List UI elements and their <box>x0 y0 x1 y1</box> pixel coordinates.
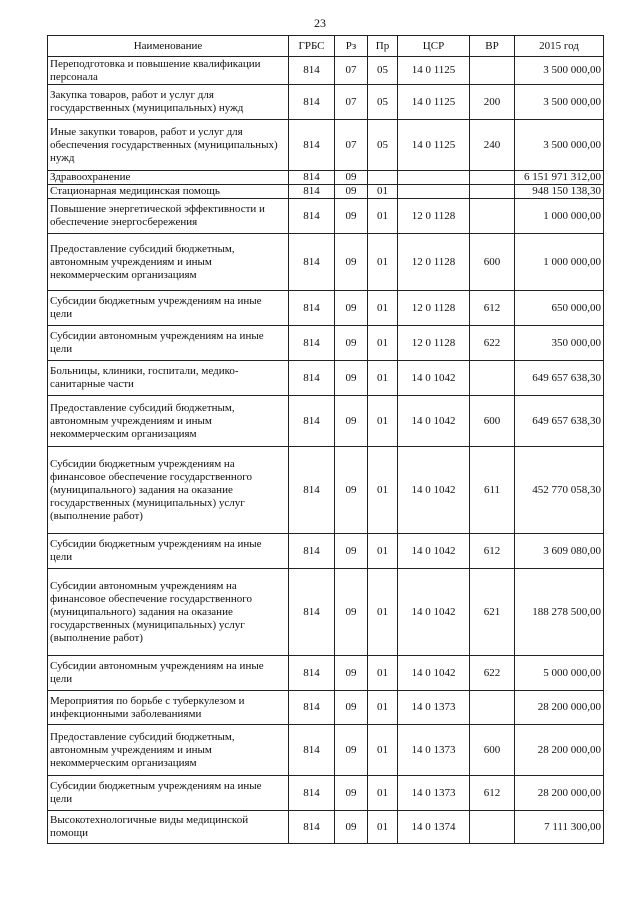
cell-amount: 1 000 000,00 <box>515 234 604 291</box>
cell-vr: 621 <box>470 569 515 656</box>
cell-amount: 28 200 000,00 <box>515 691 604 725</box>
cell-grbs: 814 <box>289 57 335 85</box>
cell-rz: 09 <box>335 361 368 396</box>
cell-amount: 6 151 971 312,00 <box>515 171 604 185</box>
header-name: Наименование <box>48 36 289 57</box>
cell-csr: 12 0 1128 <box>398 291 470 326</box>
cell-csr: 14 0 1125 <box>398 120 470 171</box>
cell-rz: 07 <box>335 85 368 120</box>
cell-vr: 612 <box>470 291 515 326</box>
cell-rz: 09 <box>335 534 368 569</box>
cell-vr: 200 <box>470 85 515 120</box>
cell-rz: 09 <box>335 291 368 326</box>
cell-pr: 05 <box>368 120 398 171</box>
cell-name: Высокотехнологичные виды медицинской помощи <box>48 811 289 844</box>
cell-amount: 5 000 000,00 <box>515 656 604 691</box>
cell-amount: 3 500 000,00 <box>515 57 604 85</box>
cell-rz: 09 <box>335 171 368 185</box>
cell-pr: 01 <box>368 361 398 396</box>
cell-grbs: 814 <box>289 569 335 656</box>
cell-grbs: 814 <box>289 811 335 844</box>
cell-rz: 09 <box>335 234 368 291</box>
cell-vr: 600 <box>470 234 515 291</box>
table-row <box>48 171 604 185</box>
cell-rz: 09 <box>335 776 368 811</box>
cell-pr: 01 <box>368 199 398 234</box>
cell-rz: 09 <box>335 396 368 447</box>
cell-rz: 09 <box>335 569 368 656</box>
cell-csr <box>398 171 470 185</box>
header-csr: ЦСР <box>398 36 470 57</box>
cell-vr: 612 <box>470 534 515 569</box>
cell-pr: 01 <box>368 185 398 199</box>
table-row <box>48 656 604 691</box>
cell-csr: 14 0 1042 <box>398 396 470 447</box>
header-year: 2015 год <box>515 36 604 57</box>
cell-csr: 14 0 1042 <box>398 447 470 534</box>
table-row <box>48 199 604 234</box>
cell-pr: 01 <box>368 656 398 691</box>
cell-rz: 09 <box>335 185 368 199</box>
cell-vr: 622 <box>470 656 515 691</box>
cell-pr: 01 <box>368 811 398 844</box>
cell-csr: 14 0 1374 <box>398 811 470 844</box>
table-row <box>48 326 604 361</box>
cell-vr <box>470 199 515 234</box>
cell-pr: 05 <box>368 57 398 85</box>
cell-name: Субсидии автономным учреждениям на иные цели <box>48 326 289 361</box>
cell-vr <box>470 811 515 844</box>
cell-csr <box>398 185 470 199</box>
cell-grbs: 814 <box>289 691 335 725</box>
cell-amount: 350 000,00 <box>515 326 604 361</box>
table-row <box>48 725 604 776</box>
cell-csr: 14 0 1042 <box>398 569 470 656</box>
cell-pr: 01 <box>368 326 398 361</box>
cell-amount: 1 000 000,00 <box>515 199 604 234</box>
cell-grbs: 814 <box>289 534 335 569</box>
cell-csr: 14 0 1042 <box>398 656 470 691</box>
cell-pr: 01 <box>368 396 398 447</box>
cell-vr <box>470 185 515 199</box>
cell-vr: 611 <box>470 447 515 534</box>
cell-rz: 09 <box>335 326 368 361</box>
cell-rz: 09 <box>335 656 368 691</box>
cell-grbs: 814 <box>289 361 335 396</box>
cell-vr: 612 <box>470 776 515 811</box>
cell-grbs: 814 <box>289 199 335 234</box>
table-row <box>48 85 604 120</box>
cell-name: Предоставление субсидий бюджетным, автономным учреждениям и иным некоммерческим организациям <box>48 234 289 291</box>
cell-amount: 28 200 000,00 <box>515 725 604 776</box>
budget-table <box>47 35 604 844</box>
cell-grbs: 814 <box>289 776 335 811</box>
table-row <box>48 396 604 447</box>
cell-pr: 01 <box>368 291 398 326</box>
cell-vr <box>470 361 515 396</box>
cell-name: Субсидии бюджетным учреждениям на иные цели <box>48 291 289 326</box>
cell-vr <box>470 171 515 185</box>
cell-grbs: 814 <box>289 725 335 776</box>
cell-csr: 14 0 1125 <box>398 85 470 120</box>
header-row <box>48 36 604 57</box>
cell-vr <box>470 57 515 85</box>
cell-rz: 07 <box>335 120 368 171</box>
header-grbs: ГРБС <box>289 36 335 57</box>
cell-grbs: 814 <box>289 656 335 691</box>
cell-name: Больницы, клиники, госпитали, медико-санитарные части <box>48 361 289 396</box>
cell-csr: 12 0 1128 <box>398 199 470 234</box>
cell-pr <box>368 171 398 185</box>
cell-vr: 600 <box>470 396 515 447</box>
header-vr: ВР <box>470 36 515 57</box>
cell-name: Субсидии бюджетным учреждениям на финансовое обеспечение государственного (муниципального) задания на оказание государственных (муниципальных) услуг (выполнение работ) <box>48 447 289 534</box>
cell-rz: 09 <box>335 691 368 725</box>
cell-pr: 01 <box>368 534 398 569</box>
cell-grbs: 814 <box>289 396 335 447</box>
table-row <box>48 361 604 396</box>
cell-csr: 14 0 1042 <box>398 534 470 569</box>
cell-amount: 3 500 000,00 <box>515 120 604 171</box>
cell-csr: 14 0 1042 <box>398 361 470 396</box>
cell-amount: 948 150 138,30 <box>515 185 604 199</box>
cell-grbs: 814 <box>289 185 335 199</box>
table-row <box>48 811 604 844</box>
cell-rz: 09 <box>335 811 368 844</box>
cell-amount: 650 000,00 <box>515 291 604 326</box>
cell-rz: 09 <box>335 447 368 534</box>
table-row <box>48 185 604 199</box>
cell-grbs: 814 <box>289 120 335 171</box>
cell-pr: 01 <box>368 447 398 534</box>
cell-vr: 240 <box>470 120 515 171</box>
cell-rz: 09 <box>335 199 368 234</box>
cell-name: Здравоохранение <box>48 171 289 185</box>
cell-amount: 452 770 058,30 <box>515 447 604 534</box>
cell-csr: 14 0 1373 <box>398 691 470 725</box>
table-row <box>48 57 604 85</box>
page-number: 23 <box>314 16 326 30</box>
cell-grbs: 814 <box>289 447 335 534</box>
table-row <box>48 534 604 569</box>
cell-grbs: 814 <box>289 234 335 291</box>
header-pr: Пр <box>368 36 398 57</box>
cell-csr: 14 0 1125 <box>398 57 470 85</box>
cell-pr: 01 <box>368 725 398 776</box>
cell-rz: 07 <box>335 57 368 85</box>
cell-name: Иные закупки товаров, работ и услуг для обеспечения государственных (муниципальных) нужд <box>48 120 289 171</box>
cell-name: Предоставление субсидий бюджетным, автономным учреждениям и иным некоммерческим организациям <box>48 725 289 776</box>
table-row <box>48 234 604 291</box>
cell-vr: 600 <box>470 725 515 776</box>
cell-name: Стационарная медицинская помощь <box>48 185 289 199</box>
cell-vr <box>470 691 515 725</box>
table-row <box>48 120 604 171</box>
cell-amount: 649 657 638,30 <box>515 396 604 447</box>
cell-name: Закупка товаров, работ и услуг для государственных (муниципальных) нужд <box>48 85 289 120</box>
cell-name: Переподготовка и повышение квалификации персонала <box>48 57 289 85</box>
cell-name: Мероприятия по борьбе с туберкулезом и инфекционными заболеваниями <box>48 691 289 725</box>
cell-amount: 3 609 080,00 <box>515 534 604 569</box>
cell-name: Субсидии автономным учреждениям на финансовое обеспечение государственного (муниципального) задания на оказание государственных (муниципальных) услуг (выполнение работ) <box>48 569 289 656</box>
cell-csr: 14 0 1373 <box>398 725 470 776</box>
cell-pr: 05 <box>368 85 398 120</box>
cell-grbs: 814 <box>289 85 335 120</box>
cell-pr: 01 <box>368 569 398 656</box>
cell-amount: 188 278 500,00 <box>515 569 604 656</box>
cell-rz: 09 <box>335 725 368 776</box>
cell-grbs: 814 <box>289 291 335 326</box>
cell-amount: 3 500 000,00 <box>515 85 604 120</box>
cell-vr: 622 <box>470 326 515 361</box>
cell-grbs: 814 <box>289 326 335 361</box>
cell-csr: 12 0 1128 <box>398 326 470 361</box>
table-row <box>48 291 604 326</box>
cell-name: Повышение энергетической эффективности и обеспечение энергосбережения <box>48 199 289 234</box>
cell-csr: 14 0 1373 <box>398 776 470 811</box>
table-row <box>48 776 604 811</box>
cell-name: Субсидии бюджетным учреждениям на иные цели <box>48 776 289 811</box>
cell-name: Предоставление субсидий бюджетным, автономным учреждениям и иным некоммерческим организациям <box>48 396 289 447</box>
cell-grbs: 814 <box>289 171 335 185</box>
header-rz: Рз <box>335 36 368 57</box>
cell-pr: 01 <box>368 776 398 811</box>
table-row <box>48 569 604 656</box>
table-row <box>48 691 604 725</box>
cell-amount: 7 111 300,00 <box>515 811 604 844</box>
cell-amount: 649 657 638,30 <box>515 361 604 396</box>
table-row <box>48 447 604 534</box>
cell-pr: 01 <box>368 691 398 725</box>
cell-pr: 01 <box>368 234 398 291</box>
cell-amount: 28 200 000,00 <box>515 776 604 811</box>
cell-csr: 12 0 1128 <box>398 234 470 291</box>
cell-name: Субсидии автономным учреждениям на иные цели <box>48 656 289 691</box>
cell-name: Субсидии бюджетным учреждениям на иные цели <box>48 534 289 569</box>
